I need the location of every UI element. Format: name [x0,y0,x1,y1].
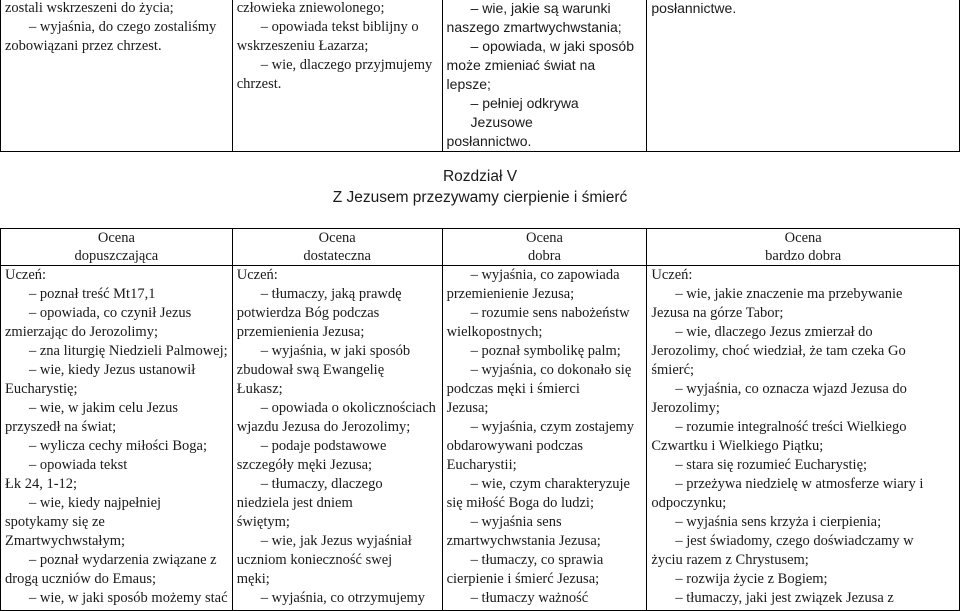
text-line: drogą uczniów do Emaus; [5,571,157,587]
text-line: – jest świadomy, czego doświadczamy w [675,533,914,549]
text-line: – wyjaśnia, do czego zostaliśmy [29,19,217,35]
top-table [0,0,960,152]
text-line: – wylicza cechy miłości Boga; [29,438,207,454]
text-line: życiu razem z Chrystusem; [651,552,809,568]
top-cell-2-text [237,0,438,94]
text-line: wskrzeszeniu Łazarza; [236,38,369,54]
text-line: chrzest. [236,76,282,92]
text-line: – poznał symbolikę palm; [470,343,621,359]
grades-table [0,228,960,611]
text-line: wjazdu Jezusa do Jerozolimy; [236,419,411,435]
text-line: – wyjaśnia, co dokonało się [470,362,632,378]
text-line: – wie, w jaki sposób możemy stać [29,590,228,606]
text-line: szczegóły męki Jezusa; [236,457,373,473]
grades-body-row [1,266,960,611]
text-line: Łukasz; [236,381,283,397]
text-line: Czwartku i Wielkiego Piątku; [651,438,824,454]
text-line: potwierdza Bóg podczas [236,305,380,321]
text-line: odpoczynku; [651,495,727,511]
text-line: – wyjaśnia, co oznacza wjazd Jezusa do [675,381,907,397]
text-line: Jerozolimy, choć wiedział, że tam czeka Go [651,343,906,359]
text-line: – rozumie integralność treści Wielkiego [675,419,907,435]
text-line: – wie, w jakim celu Jezus [29,400,178,416]
text-line: Zmartwychwstałym; [5,533,126,549]
header-grade: dopuszczająca [74,248,159,264]
text-line: – wie, jakie znaczenie ma przebywanie [675,286,903,302]
text-line: – wie, jakie są warunki [470,0,611,16]
top-cell-4-text [651,0,955,18]
text-line: – wyjaśnia, co zapowiada [470,267,620,283]
text-line: – rozumie sens nabożeństw [470,305,630,321]
text-line: niedziela jest dniem [236,495,353,511]
requirements-list [447,266,643,608]
text-line: podczas męki i śmierci [446,381,580,397]
header-label: Ocena [525,230,563,246]
top-cell-2 [232,0,442,152]
grades-header-row [1,229,960,266]
text-line: – wyjaśnia, czym zostajemy [470,419,635,435]
text-line: Uczeń: [236,267,278,283]
top-cell-3 [442,0,647,152]
text-line: zmierzając do Jerozolimy; [5,324,158,340]
text-line: – stara się rozumieć Eucharystię; [675,457,868,473]
text-line: posłannictwo. [446,133,532,149]
requirements-list [237,266,438,608]
text-line: posłannictwe. [651,0,737,16]
text-line: – wie, kiedy najpełniej [29,495,162,511]
text-line: człowieka zniewolonego; [236,0,385,16]
text-line: – opowiada, co czynił Jezus [29,305,192,321]
text-line: – przeżywa niedzielę w atmosferze wiary i [675,476,924,492]
header-dobra [442,229,647,266]
text-line: Eucharystii; [446,457,517,473]
text-line: – poznał wydarzenia związane z [29,552,217,568]
text-line: lepsze; [446,76,491,92]
top-cell-1 [1,0,233,152]
text-line: – wyjaśnia, co otrzymujemy [260,590,426,606]
text-line: wielkopostnych; [446,324,543,340]
text-line: – tłumaczy, jaką prawdę [260,286,402,302]
text-line: – wie, dlaczego Jezus zmierzał do [675,324,873,340]
text-line: Łk 24, 1-12; [5,476,78,492]
text-line: się miłość Boga do ludzi; [446,495,594,511]
text-line: – wyjaśnia sens krzyża i cierpienia; [675,514,882,530]
text-line: – tłumaczy ważność [470,590,589,606]
text-line: – rozwija życie z Bogiem; [675,571,828,587]
requirements-dobra [442,266,647,611]
requirements-list [651,266,955,608]
text-line: – tłumaczy, co sprawia [470,552,604,568]
text-line: – wie, kiedy Jezus ustanowił [29,362,196,378]
text-line: – opowiada tekst [29,457,128,473]
text-line: cierpienie i śmierć Jezusa; [446,571,600,587]
text-line: przemienienie Jezusa; [446,286,575,302]
header-label: Ocena [784,230,822,246]
text-line: – tłumaczy, jaki jest związek Jezusa z [675,590,894,606]
text-line: naszego zmartwychwstania; [446,19,622,35]
text-line: Jerozolimy; [651,400,720,416]
text-line: zbudował swą Ewangelię [236,362,385,378]
requirements-dopuszczajaca [1,266,233,611]
text-line: przemienienia Jezusa; [236,324,365,340]
text-line: – zna liturgię Niedzieli Palmowej; [29,343,228,359]
text-line: uczniom konieczność swej [236,552,393,568]
text-line: obdarowywani podczas [446,438,584,454]
chapter-subtitle: Z Jezusem przezywamy cierpienie i śmierć [332,189,628,206]
text-line: – opowiada tekst biblijny o [260,19,419,35]
text-line: – opowiada o okolicznościach [260,400,436,416]
requirements-dostateczna [232,266,442,611]
text-line: przyszedł na świat; [5,419,117,435]
header-bardzo-dobra [647,229,960,266]
header-dopuszczajaca [1,229,233,266]
text-line: – pełniej odkrywa Jezusowe [470,95,579,130]
text-line: śmierć; [651,362,695,378]
requirements-bardzo-dobra [647,266,960,611]
text-line: – poznał treść Mt17,1 [29,286,156,302]
text-line: zmartwychwstania Jezusa; [446,533,601,549]
header-grade: bardzo dobra [765,248,842,264]
text-line: – wyjaśnia sens [470,514,562,530]
text-line: – wyjaśnia, w jaki sposób [260,343,411,359]
top-cell-4 [647,0,960,152]
header-dostateczna [232,229,442,266]
text-line: Uczeń: [5,267,47,283]
text-line: – tłumaczy, dlaczego [260,476,383,492]
header-grade: dobra [527,248,561,264]
text-line: – opowiada, w jaki sposób [470,38,634,54]
text-line: – wie, jak Jezus wyjaśniał [260,533,412,549]
text-line: Uczeń: [651,267,693,283]
text-line: męki; [236,571,270,587]
header-label: Ocena [318,230,356,246]
text-line: spotykamy się ze [5,514,105,530]
header-label: Ocena [97,230,135,246]
text-line: Eucharystię; [5,381,78,397]
text-line: świętym; [236,514,290,530]
text-line: Jezusa; [446,400,489,416]
text-line: – wie, dlaczego przyjmujemy [260,57,433,73]
text-line: może zmieniać świat na [446,57,596,73]
header-grade: dostateczna [303,248,371,264]
chapter-title: Rozdział V [442,168,518,185]
text-line: – podaje podstawowe [260,438,387,454]
text-line: Jezusa na górze Tabor; [651,305,784,321]
top-cell-1-text [5,0,228,56]
text-line: zostali wskrzeszeni do życia; [5,0,174,16]
text-line: zobowiązani przez chrzest. [5,38,162,54]
text-line: – wie, czym charakteryzuje [470,476,630,492]
requirements-list [5,266,228,608]
top-cell-3-text [447,0,643,151]
